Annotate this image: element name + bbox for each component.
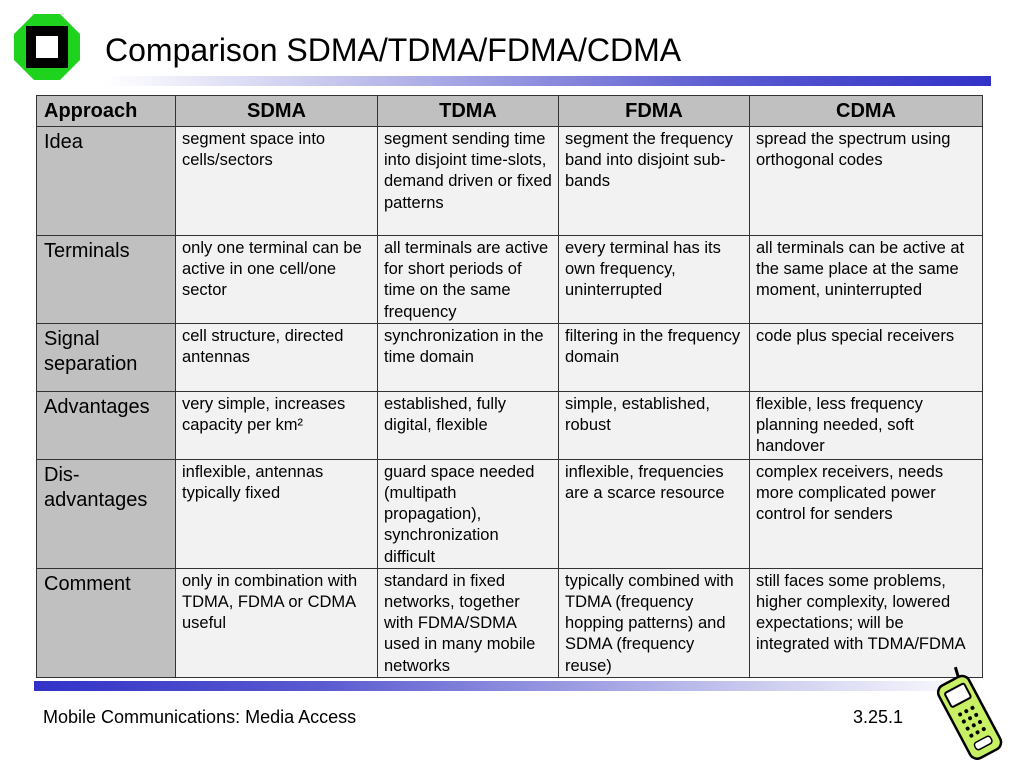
table-cell: standard in fixed networks, together with FDMA/SDMA used in many mobile networks <box>378 568 559 677</box>
row-label: Advantages <box>37 391 176 459</box>
row-label: Comment <box>37 568 176 677</box>
table-cell: inflexible, frequencies are a scarce resource <box>559 459 750 568</box>
table-cell: segment sending time into disjoint time-slots, demand driven or fixed patterns <box>378 127 559 236</box>
row-label: Dis-advantages <box>37 459 176 568</box>
table-cell: established, fully digital, flexible <box>378 391 559 459</box>
table-cell: all terminals can be active at the same place at the same moment, uninterrupted <box>750 236 983 324</box>
university-logo-icon <box>14 14 80 80</box>
row-label: Signal separation <box>37 323 176 391</box>
table-cell: flexible, less frequency planning needed, soft handover <box>750 391 983 459</box>
footer-course-title: Mobile Communications: Media Access <box>43 707 357 727</box>
table-cell: guard space needed (multipath propagation), synchronization difficult <box>378 459 559 568</box>
table-cell: filtering in the frequency domain <box>559 323 750 391</box>
row-label: Terminals <box>37 236 176 324</box>
table-cell: complex receivers, needs more complicated power control for senders <box>750 459 983 568</box>
mobile-phone-clipart-icon <box>930 666 1012 762</box>
table-cell: every terminal has its own frequency, uninterrupted <box>559 236 750 324</box>
header-cdma: CDMA <box>750 96 983 127</box>
table-cell: simple, established, robust <box>559 391 750 459</box>
header-sdma: SDMA <box>176 96 378 127</box>
table-cell: inflexible, antennas typically fixed <box>176 459 378 568</box>
table-cell: still faces some problems, higher complexity, lowered expectations; will be integrated with TDMA/FDMA <box>750 568 983 677</box>
table-row-idea <box>37 127 983 236</box>
table-cell: all terminals are active for short periods of time on the same frequency <box>378 236 559 324</box>
header-fdma: FDMA <box>559 96 750 127</box>
table-cell: synchronization in the time domain <box>378 323 559 391</box>
row-label: Idea <box>37 127 176 236</box>
footer-slide-number: 3.25.1 <box>853 707 904 727</box>
comparison-table <box>36 95 983 678</box>
footer-divider-bar <box>34 681 984 691</box>
table-cell: segment the frequency band into disjoint sub-bands <box>559 127 750 236</box>
slide-title: Comparison SDMA/TDMA/FDMA/CDMA <box>105 32 682 68</box>
table-cell: code plus special receivers <box>750 323 983 391</box>
table-row-terminals <box>37 236 983 324</box>
table-row-advantages <box>37 391 983 459</box>
table-header-row <box>37 96 983 127</box>
table-cell: only one terminal can be active in one cell/one sector <box>176 236 378 324</box>
header-approach: Approach <box>37 96 176 127</box>
table-row-signal-separation <box>37 323 983 391</box>
table-cell: segment space into cells/sectors <box>176 127 378 236</box>
table-row-comment <box>37 568 983 677</box>
table-cell: cell structure, directed antennas <box>176 323 378 391</box>
table-cell: very simple, increases capacity per km² <box>176 391 378 459</box>
table-cell: only in combination with TDMA, FDMA or CDMA useful <box>176 568 378 677</box>
table-row-disadvantages <box>37 459 983 568</box>
table-cell: spread the spectrum using orthogonal codes <box>750 127 983 236</box>
header-tdma: TDMA <box>378 96 559 127</box>
table-cell: typically combined with TDMA (frequency hopping patterns) and SDMA (frequency reuse) <box>559 568 750 677</box>
title-underline-bar <box>105 76 991 86</box>
